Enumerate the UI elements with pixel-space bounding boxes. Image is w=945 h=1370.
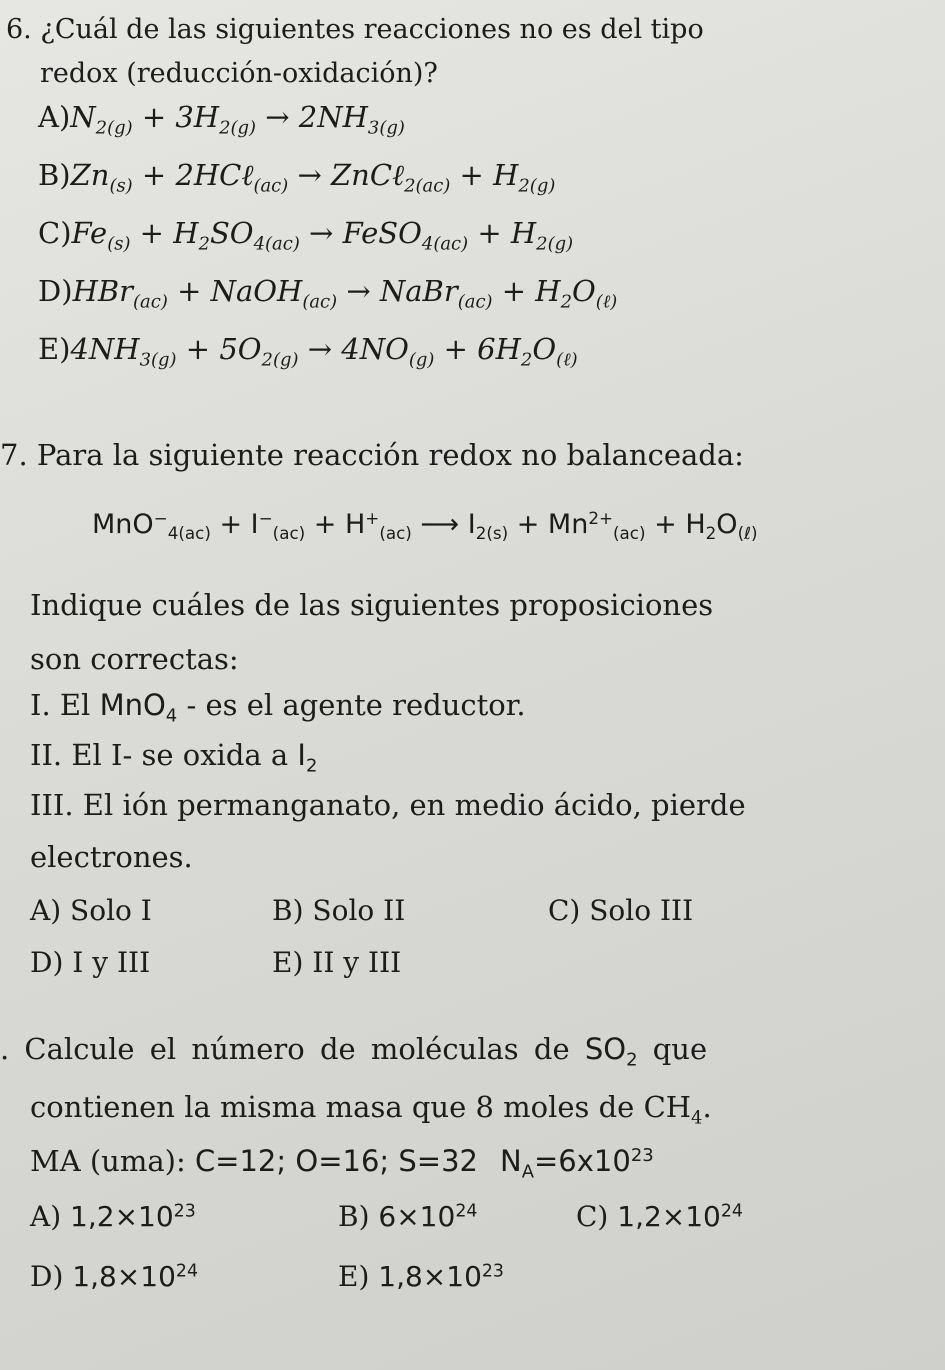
q8-answer-b: B) $6\times 10^{24}$	[338, 1200, 478, 1233]
q7-stem: 7. Para la siguiente reacción redox no balanceada:	[0, 438, 744, 472]
q8-answer-c: C) $1,2\times 10^{24}$	[576, 1200, 743, 1233]
q7-reaction: $MnO^-_{4(ac)} + I^-_{(ac)} + H^+_{(ac)}$ ⟶ $I_{2(s)} + Mn^{2+}_{(ac)} + H_2O_{(\ell)}$	[92, 508, 758, 544]
q6-stem-line1: 6. ¿Cuál de las siguientes reacciones no es del tipo	[6, 14, 704, 45]
reaction-text: HBr$_{(ac)}$ + NaOH$_{(ac)}$ → NaBr$_{(ac)}$ + $H_2O_{(\ell)}$	[72, 274, 618, 313]
q6-option-c	[38, 216, 573, 254]
reaction-text: $N_{2(g)} + 3H_{2(g)} \to 2NH_{3(g)}$	[70, 100, 405, 139]
option-letter: A)	[38, 100, 71, 134]
option-letter: E)	[38, 332, 71, 366]
q7-proposition-2: II. El I- se oxida a $I_2$	[30, 738, 318, 777]
q7-answer-e: E) II y III	[272, 946, 402, 979]
q6-option-a	[38, 100, 405, 138]
reaction-text: $4NH_{3(g)} + 5O_{2(g)} \to 4NO_{(g)} + 6H_2O_{(\ell)}$	[70, 332, 578, 371]
reaction-text: $Fe_{(s)} + H_2SO_{4(ac)}$ → FeSO$_{4(ac)}$ + $H_{2(g)}$	[71, 216, 574, 255]
q8-answer-e: E) $1,8\times 10^{23}$	[338, 1260, 504, 1293]
option-letter: D)	[38, 274, 73, 308]
q7-proposition-3-line1: III. El ión permanganato, en medio ácido, pierde	[30, 788, 746, 822]
q8-stem-line1: . Calcule el número de moléculas de $SO_2$ que	[0, 1032, 708, 1071]
q6-stem-line2: redox (reducción-oxidación)?	[40, 58, 438, 89]
q6-option-d	[38, 274, 617, 312]
q7-answer-a: A) Solo I	[30, 894, 152, 927]
q8-answer-a: A) $1,2\times 10^{23}$	[30, 1200, 196, 1233]
reaction-text: $Zn_{(s)}$ + 2HCℓ$_{(ac)}$ → ZnCℓ$_{2(ac)}$ + $H_{2(g)}$	[70, 158, 556, 197]
q8-stem-line2: contienen la misma masa que 8 moles de $CH_4$.	[30, 1090, 712, 1129]
q7-answer-b: B) Solo II	[272, 894, 406, 927]
q8-atomic-masses: MA (uma): C=12; O=16; S=32 $N_A=6x10^{23}$	[30, 1144, 654, 1183]
option-letter: C)	[38, 216, 72, 250]
q7-instruction-line2: son correctas:	[30, 642, 239, 676]
q8-answer-d: D) $1,8\times 10^{24}$	[30, 1260, 198, 1293]
q7-proposition-1: I. El MnO$_4$ - es el agente reductor.	[30, 688, 526, 727]
q7-instruction-line1: Indique cuáles de las siguientes proposiciones	[30, 588, 714, 622]
q7-answer-d: D) I y III	[30, 946, 151, 979]
option-letter: B)	[38, 158, 71, 192]
q6-option-b	[38, 158, 555, 196]
q6-option-e	[38, 332, 578, 370]
q7-answer-c: C) Solo III	[548, 894, 694, 927]
q7-proposition-3-line2: electrones.	[30, 840, 193, 874]
